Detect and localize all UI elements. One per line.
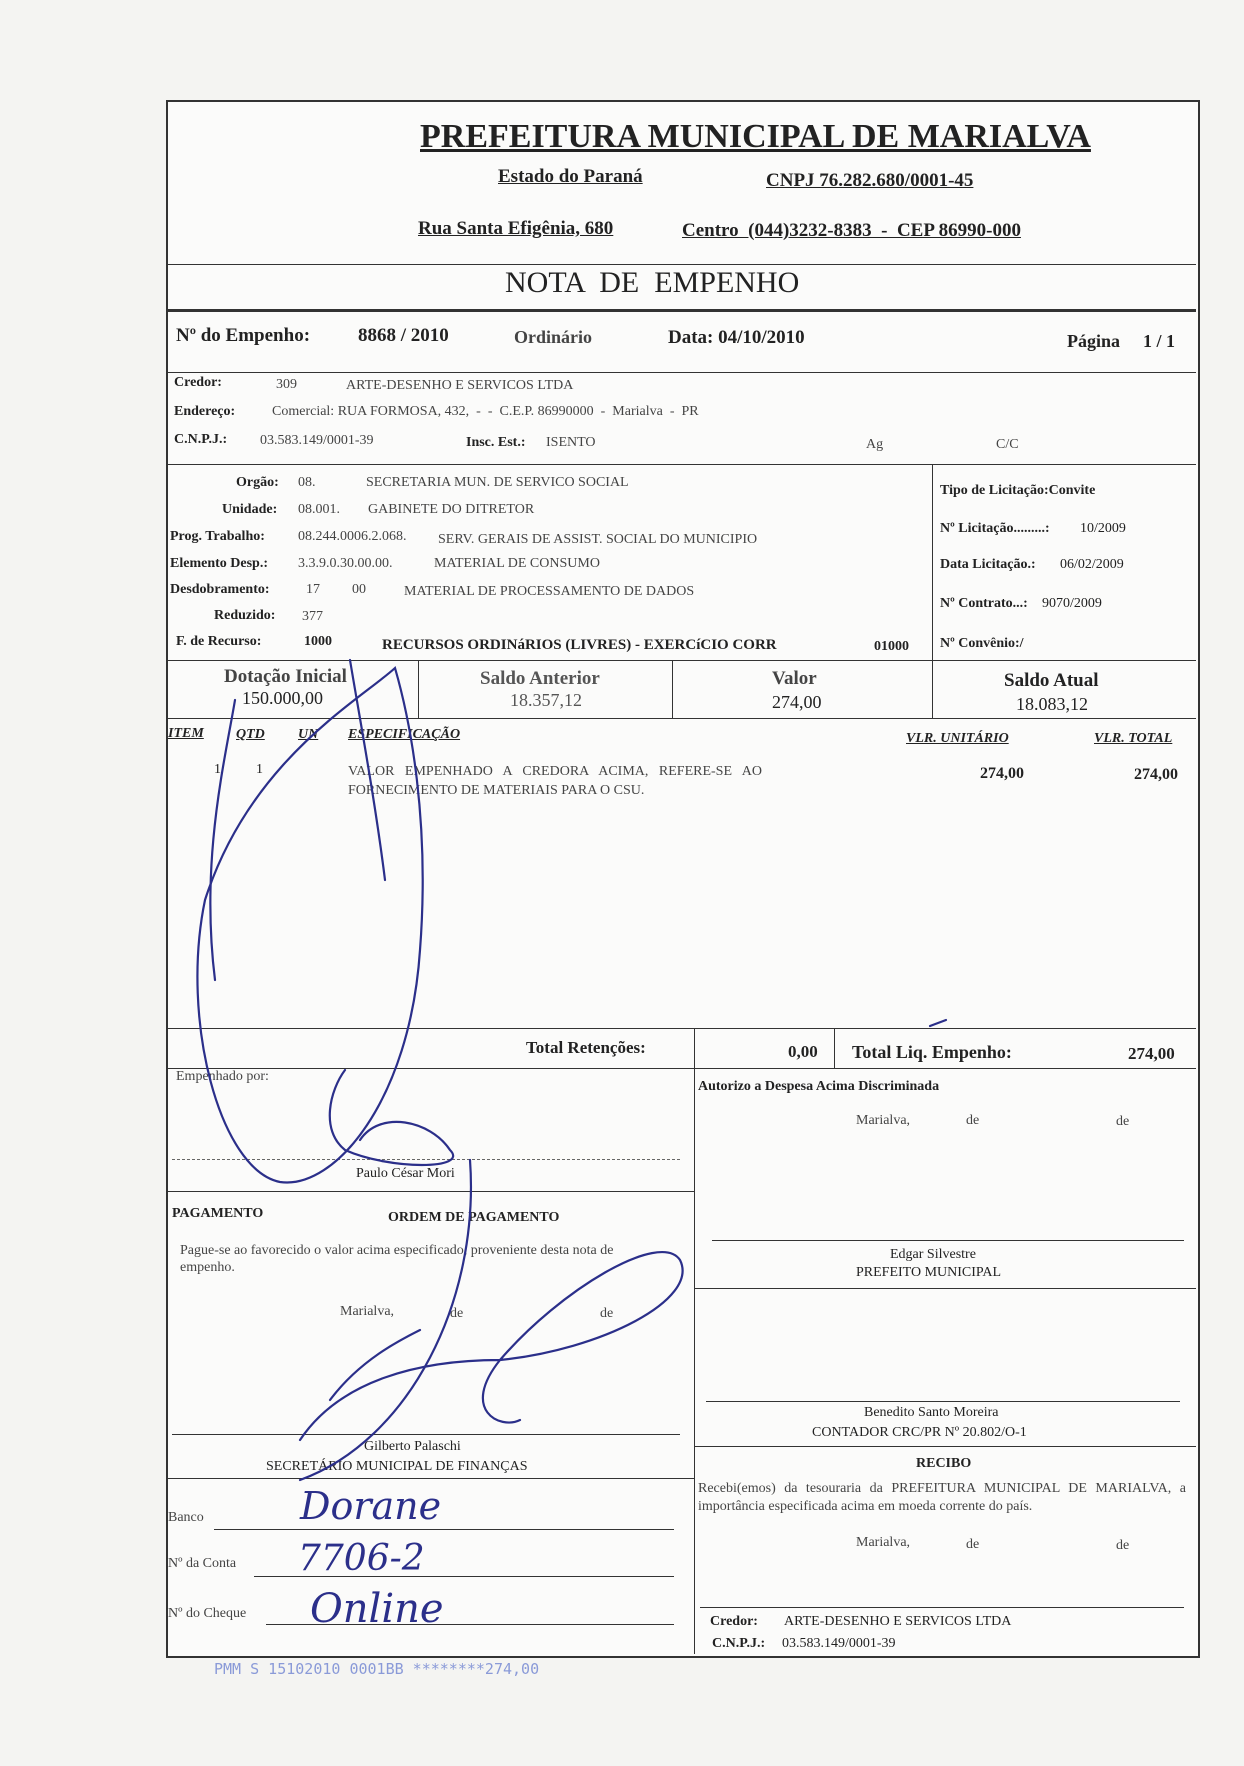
prefeitura-title: PREFEITURA MUNICIPAL DE MARIALVA — [420, 118, 1091, 155]
left-marialva: Marialva, — [340, 1304, 395, 1319]
right-de-2: de — [1116, 1114, 1130, 1129]
recibo-de-1: de — [966, 1537, 980, 1552]
handwritten-cheque: Online — [310, 1586, 444, 1632]
autorizo-label: Autorizo a Despesa Acima Discriminada — [698, 1079, 940, 1094]
row-total-value: 274,00 — [1134, 766, 1178, 783]
cheque-label: Nº do Cheque — [168, 1606, 247, 1621]
page-number: 1 / 1 — [1143, 331, 1176, 351]
contador-title: CONTADOR CRC/PR Nº 20.802/O-1 — [812, 1425, 1027, 1440]
empenho-date: Data: 04/10/2010 — [668, 327, 805, 348]
numero-licitacao: 10/2009 — [1080, 521, 1126, 536]
recibo-de-2: de — [1116, 1538, 1130, 1553]
header-especificacao: ESPECIFICAÇÃO — [348, 727, 461, 742]
valor-label: Valor — [772, 668, 817, 689]
elemento: 3.3.9.0.30.00.00. — [298, 556, 393, 571]
left-de-1: de — [450, 1306, 464, 1321]
recibo-cnpj: 03.583.149/0001-39 — [782, 1636, 896, 1651]
recibo-credor: ARTE-DESENHO E SERVICOS LTDA — [784, 1614, 1012, 1629]
credor-cnpj-label: C.N.P.J.: — [174, 432, 228, 447]
document-title: NOTA DE EMPENHO — [505, 266, 800, 299]
total-liquido: 274,00 — [1128, 1044, 1175, 1063]
pagamento-label: PAGAMENTO — [172, 1206, 264, 1221]
recibo-cnpj-label: C.N.P.J.: — [712, 1636, 766, 1651]
row-unit-value: 274,00 — [980, 765, 1024, 782]
empenhado-por-name: Paulo César Mori — [356, 1166, 455, 1181]
insc-est: ISENTO — [546, 435, 596, 450]
row-spec-line2: FORNECIMENTO DE MATERIAIS PARA O CSU. — [348, 783, 645, 798]
fonte-recurso: 1000 — [304, 634, 332, 649]
header-vlr-unitario: VLR. UNITÁRIO — [906, 731, 1009, 746]
banco-label: Banco — [168, 1510, 204, 1525]
total-retencoes: 0,00 — [788, 1042, 818, 1061]
agencia-label: Ag — [866, 437, 884, 452]
header-item: ITEM — [168, 726, 204, 741]
prog-trabalho-label: Prog. Trabalho: — [170, 529, 265, 544]
dotacao-label: Dotação Inicial — [224, 666, 347, 687]
desdobramento-desc: MATERIAL DE PROCESSAMENTO DE DADOS — [404, 584, 695, 599]
conta-label: Nº da Conta — [168, 1556, 237, 1571]
fonte-recurso-code: 01000 — [874, 639, 909, 654]
total-retencoes-label: Total Retenções: — [526, 1038, 646, 1057]
recibo-text: Recebi(emos) da tesouraria da PREFEITURA MUNICIPAL DE MARIALVA, a importância especificada acima em moeda corrente do país. — [698, 1481, 1186, 1514]
desdobramento-label: Desdobramento: — [170, 582, 270, 597]
orgao: 08. — [298, 475, 316, 490]
desdobramento: 17 — [306, 582, 320, 597]
tipo-licitacao: Tipo de Licitação:Convite — [940, 483, 1096, 498]
state-label: Estado do Paraná — [498, 166, 643, 187]
reduzido: 377 — [302, 609, 323, 624]
empenho-number-label: Nº do Empenho: — [176, 325, 311, 346]
data-licitacao: 06/02/2009 — [1060, 557, 1124, 572]
fonte-recurso-label: F. de Recurso: — [176, 634, 262, 649]
empenhado-por-label: Empenhado por: — [176, 1069, 269, 1084]
prefeitura-cnpj: CNPJ 76.282.680/0001-45 — [766, 170, 974, 191]
secretario-title: SECRETÁRIO MUNICIPAL DE FINANÇAS — [266, 1459, 528, 1474]
fonte-recurso-desc: RECURSOS ORDINáRIOS (LIVRES) - EXERCíCIO CORR — [382, 637, 777, 653]
unidade: 08.001. — [298, 502, 340, 517]
empenho-type: Ordinário — [514, 327, 593, 347]
desdobramento-sub: 00 — [352, 582, 366, 597]
address-contact: Centro (044)3232-8383 - CEP 86990-000 — [682, 220, 1021, 241]
unidade-desc: GABINETE DO DITRETOR — [368, 502, 535, 517]
convenio: Nº Convênio:/ — [940, 636, 1024, 651]
prefeito-name: Edgar Silvestre — [890, 1247, 976, 1262]
orgao-label: Orgão: — [236, 475, 279, 490]
prefeito-title: PREFEITO MUNICIPAL — [856, 1265, 1002, 1280]
saldo-anterior: 18.357,12 — [510, 690, 582, 710]
handwritten-banco: Dorane — [300, 1484, 442, 1528]
header-vlr-total: VLR. TOTAL — [1094, 731, 1173, 746]
recibo-credor-label: Credor: — [710, 1614, 758, 1629]
prog-trabalho: 08.244.0006.2.068. — [298, 529, 407, 544]
handwritten-conta: 7706-2 — [298, 1538, 425, 1579]
reduzido-label: Reduzido: — [214, 608, 276, 623]
valor: 274,00 — [772, 692, 822, 712]
credor-address: Comercial: RUA FORMOSA, 432, - - C.E.P. 86990000 - Marialva - PR — [272, 404, 699, 419]
elemento-desc: MATERIAL DE CONSUMO — [434, 556, 600, 571]
credor-label: Credor: — [174, 375, 222, 390]
dotacao-value: 150.000,00 — [242, 688, 323, 708]
contador-name: Benedito Santo Moreira — [864, 1405, 999, 1420]
row-item: 1 — [214, 762, 221, 777]
recibo-label: RECIBO — [916, 1456, 972, 1471]
endereco-label: Endereço: — [174, 404, 236, 419]
numero-licitacao-label: Nº Licitação.........: — [940, 521, 1050, 536]
credor-code: 309 — [276, 377, 297, 392]
saldo-atual-label: Saldo Atual — [1004, 670, 1099, 691]
right-marialva: Marialva, — [856, 1113, 911, 1128]
unidade-label: Unidade: — [222, 502, 278, 517]
row-qtd: 1 — [256, 762, 263, 777]
orgao-desc: SECRETARIA MUN. DE SERVICO SOCIAL — [366, 475, 629, 490]
header-un: UN — [298, 727, 319, 742]
saldo-anterior-label: Saldo Anterior — [480, 668, 600, 689]
page-label: Página — [1067, 331, 1121, 351]
payment-stamp: PMM S 15102010 0001BB ********274,00 — [214, 1660, 540, 1678]
street-address: Rua Santa Efigênia, 680 — [418, 218, 614, 239]
row-spec-line1: VALOR EMPENHADO A CREDORA ACIMA, REFERE-SE AO — [348, 764, 762, 779]
data-licitacao-label: Data Licitação.: — [940, 557, 1036, 572]
credor-cnpj: 03.583.149/0001-39 — [260, 433, 374, 448]
total-liquido-label: Total Liq. Empenho: — [852, 1042, 1012, 1062]
right-de-1: de — [966, 1113, 980, 1128]
insc-est-label: Insc. Est.: — [466, 435, 526, 450]
contrato: 9070/2009 — [1042, 596, 1102, 611]
recibo-marialva: Marialva, — [856, 1535, 911, 1550]
header-qtd: QTD — [236, 727, 265, 742]
saldo-atual: 18.083,12 — [1016, 694, 1088, 714]
conta-corrente-label: C/C — [996, 437, 1019, 452]
prog-trabalho-desc: SERV. GERAIS DE ASSIST. SOCIAL DO MUNICIPIO — [438, 532, 758, 547]
elemento-label: Elemento Desp.: — [170, 556, 268, 571]
credor-name: ARTE-DESENHO E SERVICOS LTDA — [346, 378, 574, 393]
left-de-2: de — [600, 1306, 614, 1321]
empenho-number: 8868 / 2010 — [358, 325, 449, 346]
pague-se-text: Pague-se ao favorecido o valor acima especificado, proveniente desta nota de empenho. — [180, 1243, 614, 1275]
contrato-label: Nº Contrato...: — [940, 596, 1028, 611]
secretario-name: Gilberto Palaschi — [364, 1439, 461, 1454]
ordem-pagamento-label: ORDEM DE PAGAMENTO — [388, 1210, 560, 1225]
